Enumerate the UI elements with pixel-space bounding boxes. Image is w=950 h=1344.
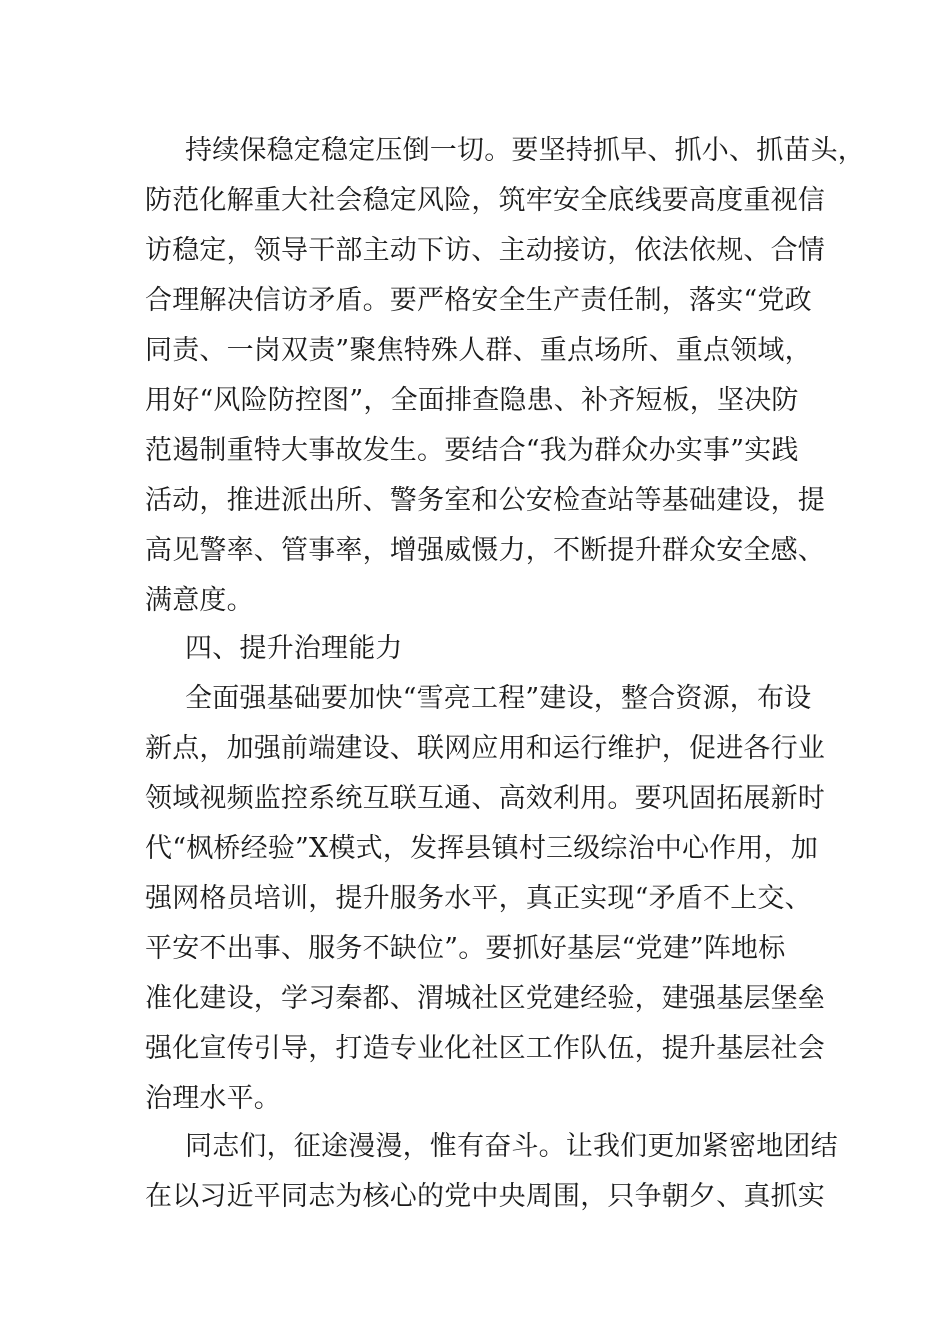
paragraph-line: 准化建设，学习秦都、渭城社区党建经验，建强基层堡垒 bbox=[145, 983, 825, 1014]
paragraph-line: 防范化解重大社会稳定风险，筑牢安全底线要高度重视信 bbox=[145, 185, 825, 216]
paragraph-line: 访稳定，领导干部主动下访、主动接访，依法依规、合情 bbox=[145, 235, 825, 266]
paragraph-line: 全面强基础要加快“雪亮工程”建设，整合资源，布设 bbox=[185, 683, 812, 714]
paragraph-line: 代“枫桥经验”X模式，发挥县镇村三级综治中心作用，加 bbox=[145, 833, 819, 864]
paragraph-line: 在以习近平同志为核心的党中央周围，只争朝夕、真抓实 bbox=[145, 1181, 825, 1212]
paragraph-line: 新点，加强前端建设、联网应用和运行维护，促进各行业 bbox=[145, 733, 825, 764]
paragraph-line: 活动，推进派出所、警务室和公安检查站等基础建设，提 bbox=[145, 485, 825, 516]
paragraph-line: 高见警率、管事率，增强威慑力，不断提升群众安全感、 bbox=[145, 535, 825, 566]
paragraph-line: 平安不出事、服务不缺位”。要抓好基层“党建”阵地标 bbox=[145, 933, 786, 964]
paragraph-line: 满意度。 bbox=[145, 585, 254, 616]
paragraph-line: 范遏制重特大事故发生。要结合“我为群众办实事”实践 bbox=[145, 435, 799, 466]
paragraph-line: 强网格员培训，提升服务水平，真正实现“矛盾不上交、 bbox=[145, 883, 812, 914]
paragraph-line: 同责、一岗双责”聚焦特殊人群、重点场所、重点领域， bbox=[145, 335, 812, 366]
paragraph-line: 同志们，征途漫漫，惟有奋斗。让我们更加紧密地团结 bbox=[185, 1131, 838, 1162]
section-heading: 四、提升治理能力 bbox=[185, 633, 403, 664]
paragraph-line: 治理水平。 bbox=[145, 1083, 281, 1114]
paragraph-line: 领域视频监控系统互联互通、高效利用。要巩固拓展新时 bbox=[145, 783, 825, 814]
paragraph-line: 用好“风险防控图”，全面排查隐患、补齐短板，坚决防 bbox=[145, 385, 799, 416]
paragraph-line: 持续保稳定稳定压倒一切。要坚持抓早、抓小、抓苗头， bbox=[185, 135, 865, 166]
paragraph-line: 合理解决信访矛盾。要严格安全生产责任制，落实“党政 bbox=[145, 285, 812, 316]
paragraph-line: 强化宣传引导，打造专业化社区工作队伍，提升基层社会 bbox=[145, 1033, 825, 1064]
